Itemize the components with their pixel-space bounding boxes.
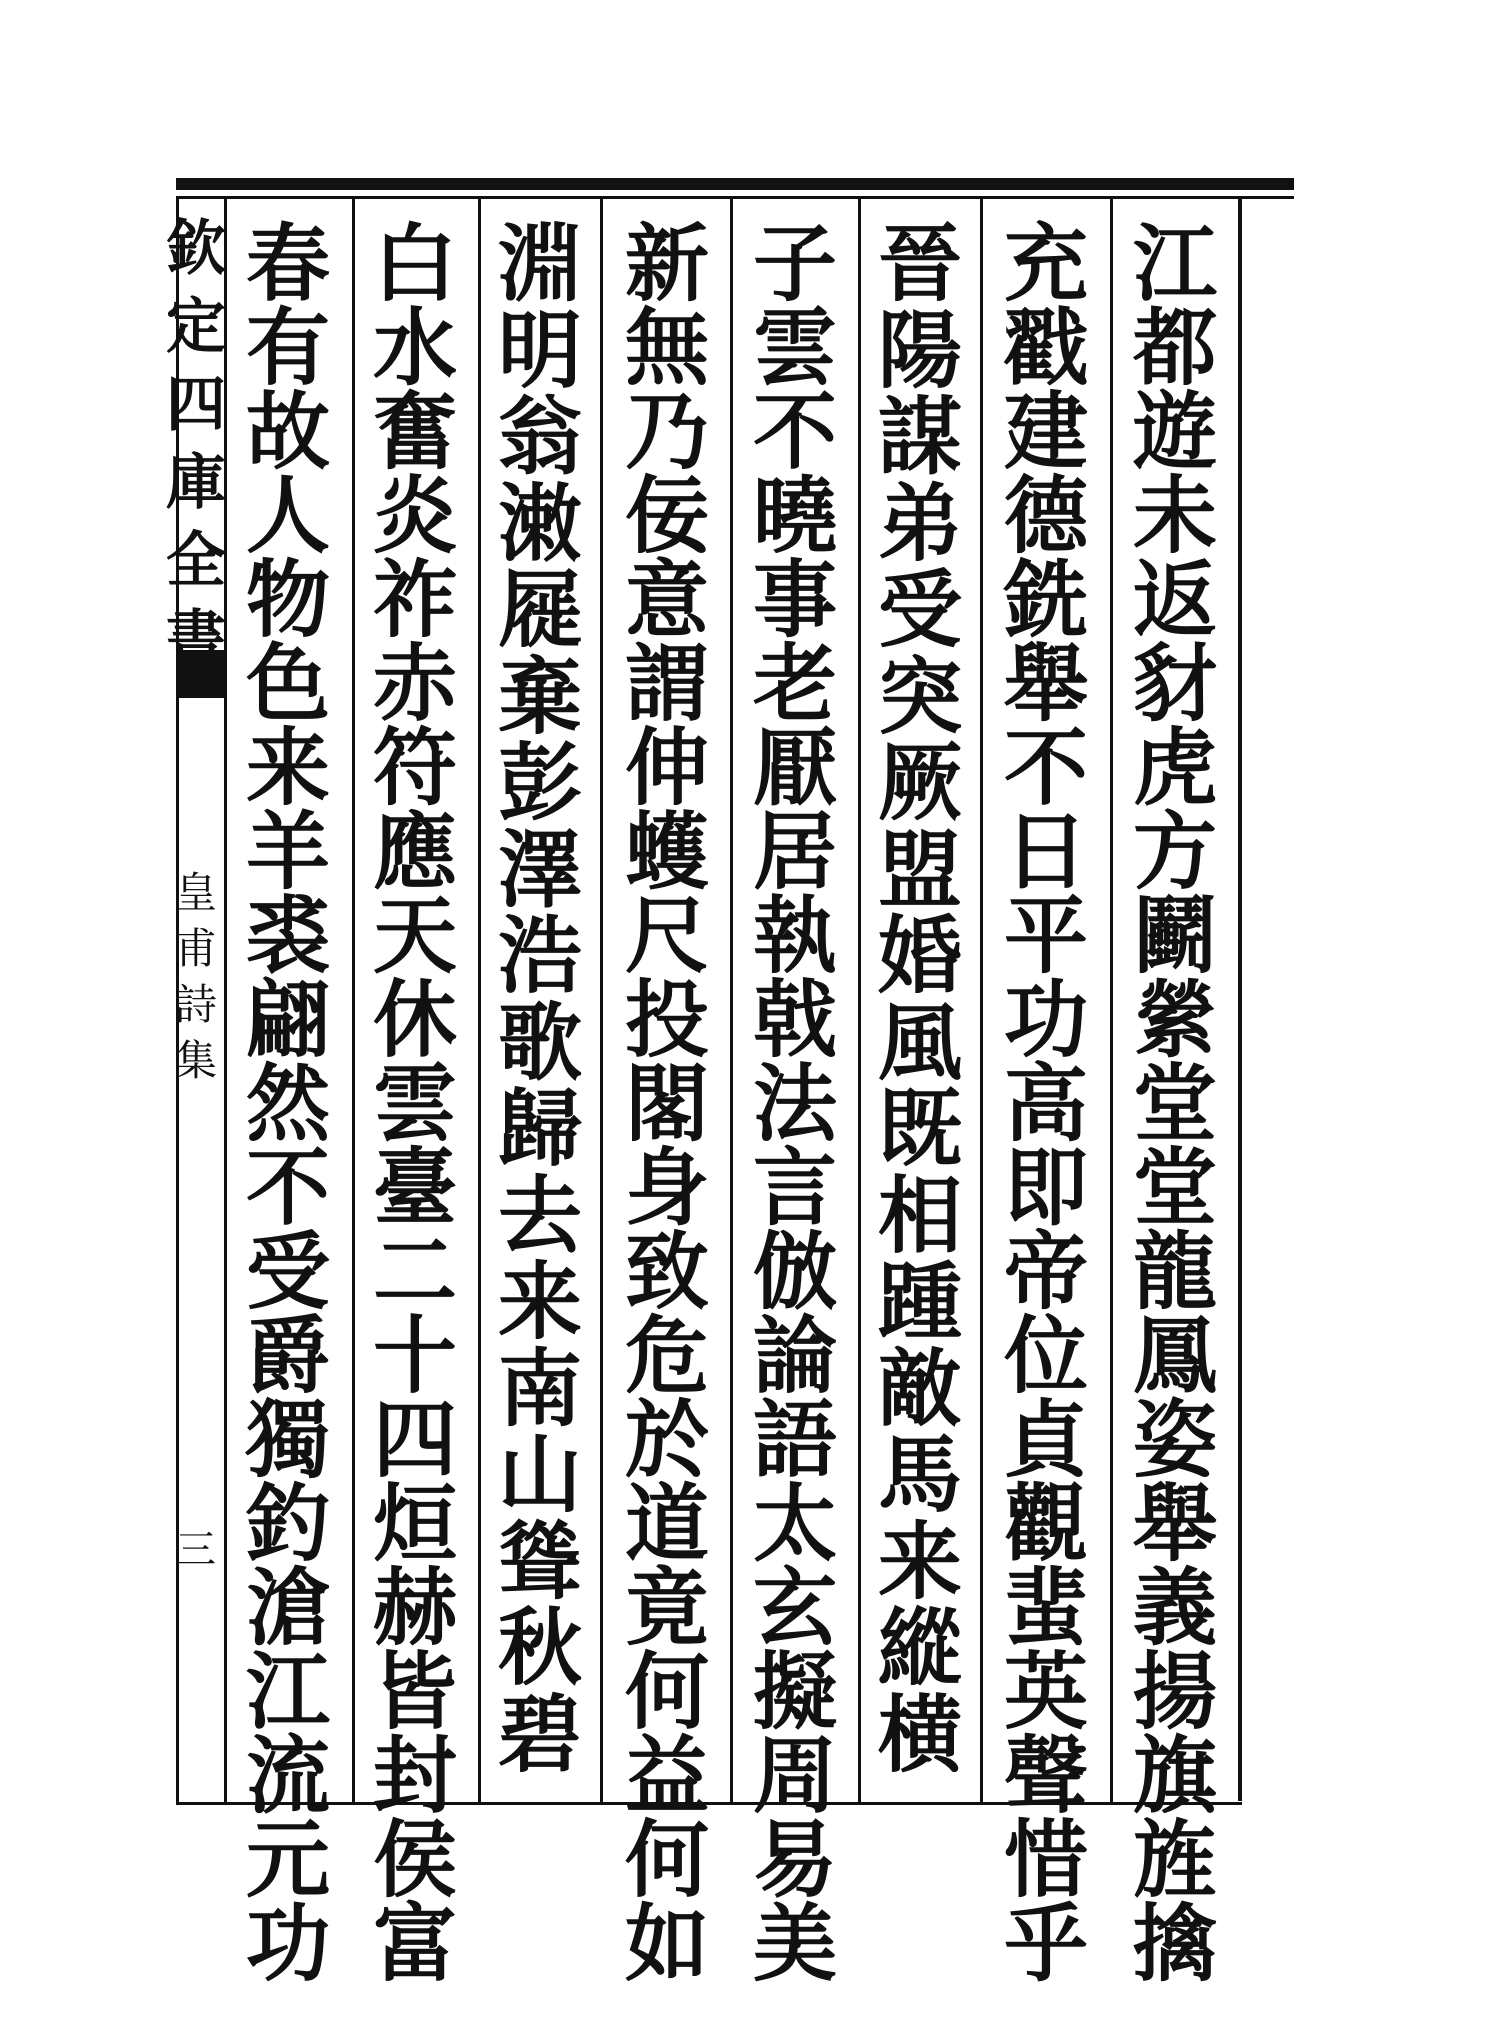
text-character: 執: [752, 886, 837, 985]
text-character: 赫: [372, 1558, 457, 1657]
text-character: 奮: [372, 382, 457, 481]
text-character: 流: [245, 1726, 330, 1825]
margin-character: 四: [166, 370, 226, 440]
text-character: 閣: [624, 1054, 709, 1153]
margin-character: 欽: [166, 214, 226, 284]
text-character: 旌: [1132, 1810, 1217, 1909]
text-character: 倣: [752, 1222, 837, 1321]
text-character: 佞: [624, 466, 709, 565]
text-character: 馬: [877, 1425, 962, 1525]
margin-book-title: [168, 210, 224, 678]
text-character: 道: [624, 1474, 709, 1573]
text-character: 然: [245, 1054, 330, 1153]
text-character: 鬬: [1132, 886, 1217, 985]
text-character: 乃: [624, 382, 709, 481]
column-divider: [858, 196, 861, 1802]
text-column-6: [490, 214, 590, 1784]
top-inner-rule: [176, 196, 1294, 199]
text-column-8: [238, 214, 338, 1993]
text-character: 敵: [877, 1338, 962, 1438]
text-character: 厭: [752, 718, 837, 817]
margin-character: 皇: [174, 868, 217, 917]
text-character: 二: [372, 1222, 457, 1321]
text-character: 戟: [752, 970, 837, 1069]
margin-character: 書: [166, 604, 226, 674]
text-character: 尺: [624, 886, 709, 985]
text-character: 来: [877, 1511, 962, 1611]
text-character: 水: [372, 298, 457, 397]
text-column-2: [996, 214, 1096, 1993]
text-character: 論: [752, 1306, 837, 1405]
text-character: 姿: [1132, 1390, 1217, 1489]
text-character: 身: [624, 1138, 709, 1237]
column-divider: [478, 196, 481, 1802]
text-character: 周: [752, 1726, 837, 1825]
text-character: 雲: [752, 298, 837, 397]
text-character: 旗: [1132, 1726, 1217, 1825]
text-character: 益: [624, 1726, 709, 1825]
margin-character: 全: [166, 526, 226, 596]
text-character: 擬: [752, 1642, 837, 1741]
text-character: 富: [372, 1894, 457, 1993]
text-character: 雲: [372, 1054, 457, 1153]
text-character: 功: [1003, 970, 1088, 1069]
text-character: 浩: [497, 906, 582, 1006]
column-divider: [730, 196, 733, 1802]
text-character: 明: [497, 300, 582, 400]
text-character: 既: [877, 1079, 962, 1179]
text-character: 風: [877, 992, 962, 1092]
margin-character: 定: [166, 292, 226, 362]
text-character: 英: [1003, 1642, 1088, 1741]
text-character: 受: [877, 560, 962, 660]
text-character: 堂: [1132, 1138, 1217, 1237]
text-character: 淵: [497, 214, 582, 313]
text-character: 釣: [245, 1474, 330, 1573]
text-character: 来: [245, 718, 330, 817]
text-character: 老: [752, 634, 837, 733]
text-character: 乎: [1003, 1894, 1088, 1993]
text-character: 事: [752, 550, 837, 649]
text-character: 平: [1003, 886, 1088, 985]
text-character: 不: [1003, 718, 1088, 817]
text-character: 鳳: [1132, 1306, 1217, 1405]
text-character: 即: [1003, 1138, 1088, 1237]
text-character: 羊: [245, 802, 330, 901]
text-character: 秋: [497, 1598, 582, 1698]
text-character: 堂: [1132, 1054, 1217, 1153]
text-character: 子: [752, 214, 837, 313]
text-character: 意: [624, 550, 709, 649]
text-character: 語: [752, 1390, 837, 1489]
text-character: 元: [245, 1810, 330, 1909]
text-character: 返: [1132, 550, 1217, 649]
text-character: 物: [245, 550, 330, 649]
text-character: 位: [1003, 1306, 1088, 1405]
text-column-4: [745, 214, 845, 1993]
text-character: 法: [752, 1054, 837, 1153]
text-character: 去: [497, 1165, 582, 1265]
column-divider: [1110, 196, 1113, 1802]
text-character: 晉: [877, 214, 962, 313]
folio-number: 三: [176, 1527, 216, 1573]
text-character: 銑: [1003, 550, 1088, 649]
top-frame-rule: [176, 178, 1294, 190]
text-character: 致: [624, 1222, 709, 1321]
text-character: 伸: [624, 718, 709, 817]
text-character: 符: [372, 718, 457, 817]
text-character: 南: [497, 1338, 582, 1438]
text-character: 建: [1003, 382, 1088, 481]
text-column-3: [870, 214, 970, 1784]
text-character: 屣: [497, 560, 582, 660]
margin-section-title: [168, 865, 224, 1089]
text-character: 歌: [497, 992, 582, 1092]
text-character: 舉: [1132, 1474, 1217, 1573]
text-character: 太: [752, 1474, 837, 1573]
text-character: 突: [877, 646, 962, 746]
text-character: 蜚: [1003, 1558, 1088, 1657]
text-character: 惜: [1003, 1810, 1088, 1909]
text-character: 不: [245, 1138, 330, 1237]
text-character: 縈: [1132, 970, 1217, 1069]
text-character: 色: [245, 634, 330, 733]
text-character: 踵: [877, 1252, 962, 1352]
text-character: 滄: [245, 1558, 330, 1657]
text-character: 棄: [497, 646, 582, 746]
text-character: 山: [497, 1425, 582, 1525]
text-character: 来: [497, 1252, 582, 1352]
text-character: 居: [752, 802, 837, 901]
margin-character: 甫: [174, 924, 217, 973]
text-character: 潄: [497, 473, 582, 573]
text-character: 方: [1132, 802, 1217, 901]
text-character: 何: [624, 1810, 709, 1909]
text-character: 新: [624, 214, 709, 313]
text-character: 未: [1132, 466, 1217, 565]
margin-character: 詩: [174, 980, 217, 1029]
text-character: 白: [372, 214, 457, 313]
text-character: 竟: [624, 1558, 709, 1657]
text-character: 曉: [752, 466, 837, 565]
text-character: 縱: [877, 1598, 962, 1698]
text-character: 爵: [245, 1306, 330, 1405]
text-character: 玄: [752, 1558, 837, 1657]
text-character: 陽: [877, 300, 962, 400]
text-character: 何: [624, 1642, 709, 1741]
text-character: 聲: [1003, 1726, 1088, 1825]
text-character: 帝: [1003, 1222, 1088, 1321]
text-character: 婚: [877, 906, 962, 1006]
text-character: 澤: [497, 819, 582, 919]
text-character: 戳: [1003, 298, 1088, 397]
text-character: 厥: [877, 733, 962, 833]
text-character: 豺: [1132, 634, 1217, 733]
text-character: 於: [624, 1390, 709, 1489]
text-character: 翩: [245, 970, 330, 1069]
text-character: 江: [1132, 214, 1217, 313]
text-character: 都: [1132, 298, 1217, 397]
text-character: 皆: [372, 1642, 457, 1741]
text-character: 弟: [877, 473, 962, 573]
column-divider: [352, 196, 355, 1802]
text-character: 易: [752, 1810, 837, 1909]
text-character: 彭: [497, 733, 582, 833]
column-divider: [980, 196, 983, 1802]
text-column-7: [365, 214, 465, 1993]
text-character: 應: [372, 802, 457, 901]
text-character: 獨: [245, 1390, 330, 1489]
text-character: 盟: [877, 819, 962, 919]
text-character: 江: [245, 1642, 330, 1741]
margin-character: 庫: [166, 448, 226, 518]
text-character: 謀: [877, 387, 962, 487]
text-character: 四: [372, 1390, 457, 1489]
text-character: 碧: [497, 1684, 582, 1784]
text-character: 功: [245, 1894, 330, 1993]
text-character: 謂: [624, 634, 709, 733]
text-character: 炎: [372, 466, 457, 565]
text-character: 翁: [497, 387, 582, 487]
text-character: 聳: [497, 1511, 582, 1611]
text-character: 言: [752, 1138, 837, 1237]
text-character: 龍: [1132, 1222, 1217, 1321]
text-character: 裘: [245, 886, 330, 985]
text-character: 春: [245, 214, 330, 313]
text-character: 祚: [372, 550, 457, 649]
text-character: 赤: [372, 634, 457, 733]
text-character: 充: [1003, 214, 1088, 313]
text-character: 揚: [1132, 1642, 1217, 1741]
text-character: 侯: [372, 1810, 457, 1909]
text-character: 虎: [1132, 718, 1217, 817]
text-column-1: [1125, 214, 1225, 1993]
text-character: 危: [624, 1306, 709, 1405]
text-column-5: [617, 214, 717, 1993]
text-character: 美: [752, 1894, 837, 1993]
text-character: 故: [245, 382, 330, 481]
text-character: 人: [245, 466, 330, 565]
text-character: 有: [245, 298, 330, 397]
text-character: 觀: [1003, 1474, 1088, 1573]
text-character: 高: [1003, 1054, 1088, 1153]
text-character: 歸: [497, 1079, 582, 1179]
text-character: 不: [752, 382, 837, 481]
text-character: 擒: [1132, 1894, 1217, 1993]
text-character: 義: [1132, 1558, 1217, 1657]
column-divider: [600, 196, 603, 1802]
text-character: 受: [245, 1222, 330, 1321]
text-character: 封: [372, 1726, 457, 1825]
text-character: 日: [1003, 802, 1088, 901]
right-frame-rule: [1238, 196, 1242, 1801]
text-character: 烜: [372, 1474, 457, 1573]
text-character: 投: [624, 970, 709, 1069]
text-character: 蠖: [624, 802, 709, 901]
text-character: 德: [1003, 466, 1088, 565]
text-character: 遊: [1132, 382, 1217, 481]
text-character: 舉: [1003, 634, 1088, 733]
text-character: 天: [372, 886, 457, 985]
text-character: 如: [624, 1894, 709, 1993]
text-character: 横: [877, 1684, 962, 1784]
text-character: 臺: [372, 1138, 457, 1237]
text-character: 休: [372, 970, 457, 1069]
text-character: 無: [624, 298, 709, 397]
margin-character: 集: [174, 1036, 217, 1085]
text-character: 十: [372, 1306, 457, 1405]
text-character: 貞: [1003, 1390, 1088, 1489]
text-character: 相: [877, 1165, 962, 1265]
